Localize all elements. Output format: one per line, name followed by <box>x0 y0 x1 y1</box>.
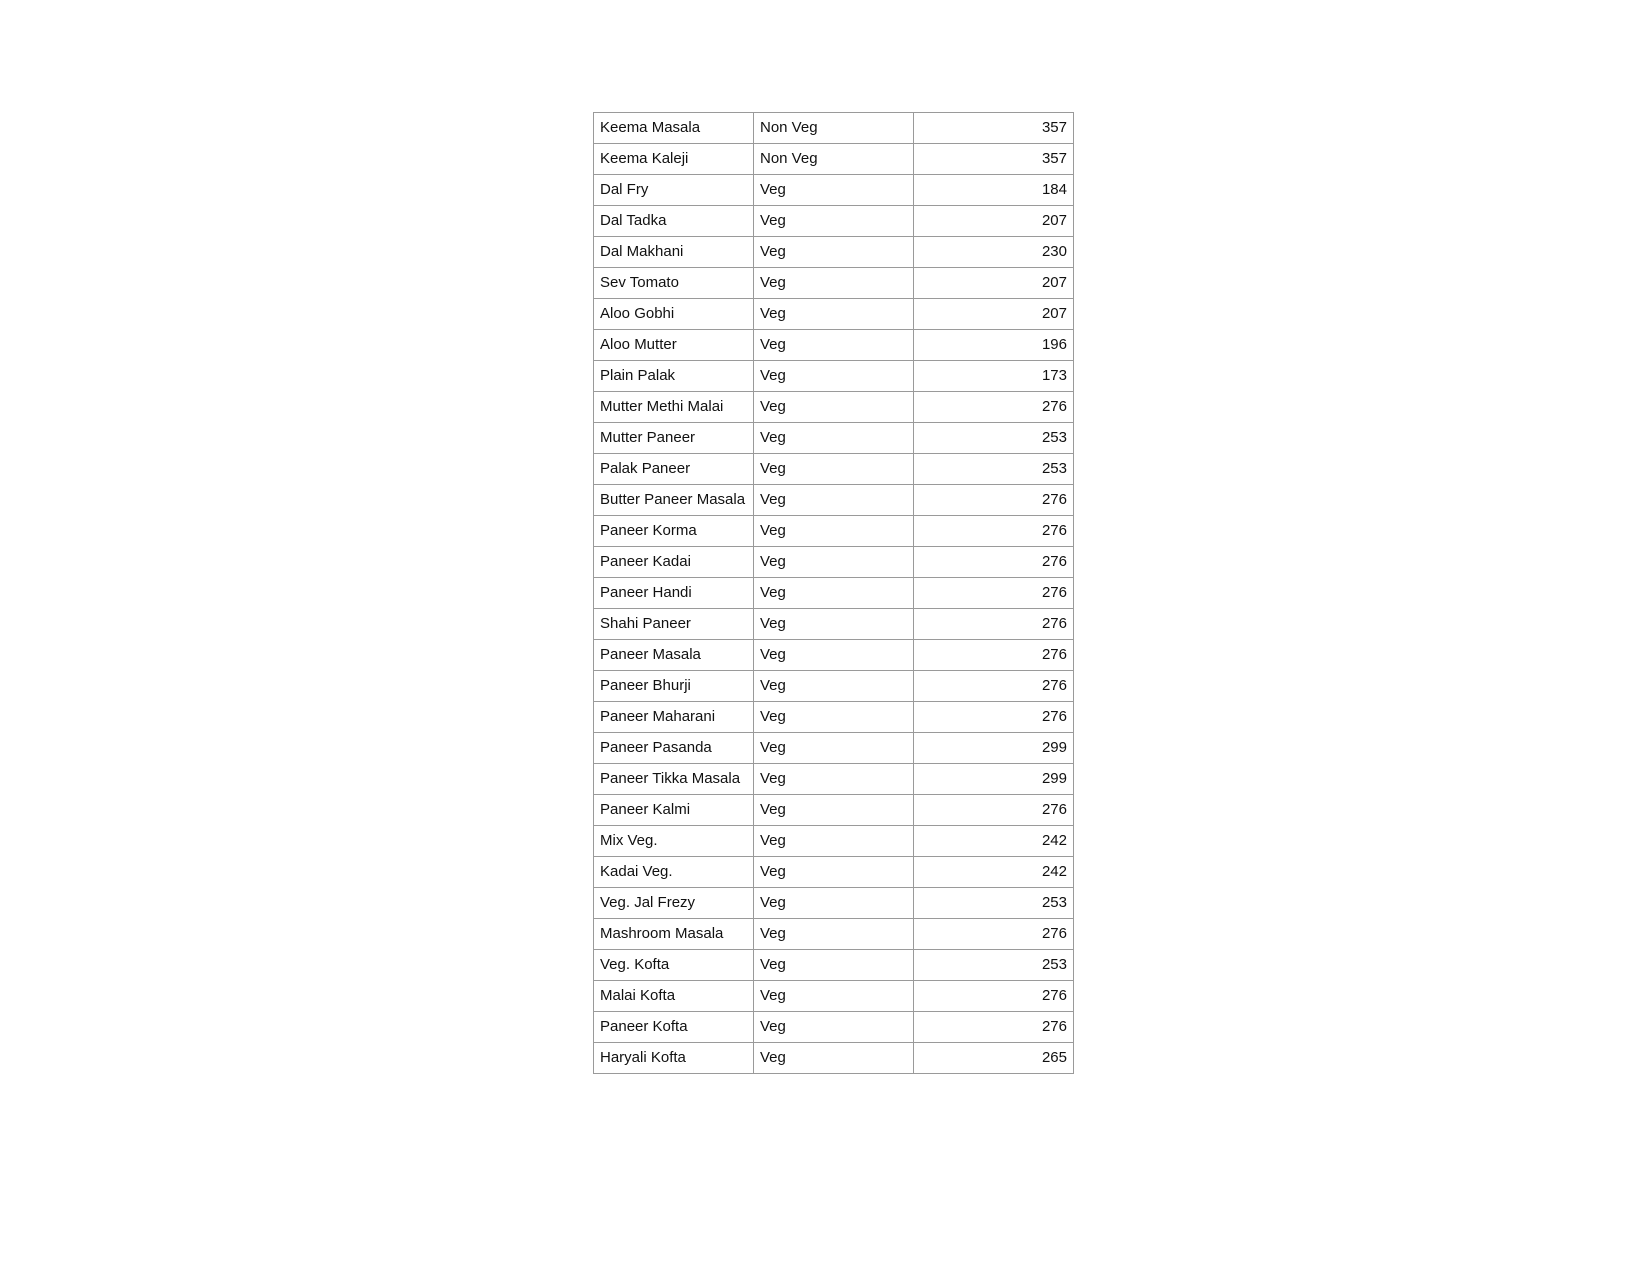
dish-name-cell: Shahi Paneer <box>594 609 754 640</box>
dish-price-cell: 276 <box>914 485 1074 516</box>
dish-name-cell: Plain Palak <box>594 361 754 392</box>
table-row <box>594 640 1074 671</box>
dish-name-cell: Paneer Masala <box>594 640 754 671</box>
table-row <box>594 113 1074 144</box>
table-row <box>594 547 1074 578</box>
dish-price-cell: 207 <box>914 299 1074 330</box>
dish-price-cell: 276 <box>914 671 1074 702</box>
dish-name-cell: Haryali Kofta <box>594 1043 754 1074</box>
dish-price-cell: 242 <box>914 857 1074 888</box>
dish-price-cell: 276 <box>914 981 1074 1012</box>
dish-name-cell: Mix Veg. <box>594 826 754 857</box>
table-row <box>594 175 1074 206</box>
table-row <box>594 361 1074 392</box>
table-row <box>594 702 1074 733</box>
menu-table-body <box>594 113 1074 1074</box>
table-row <box>594 423 1074 454</box>
dish-name-cell: Butter Paneer Masala <box>594 485 754 516</box>
table-row <box>594 454 1074 485</box>
dish-price-cell: 299 <box>914 733 1074 764</box>
table-row <box>594 144 1074 175</box>
dish-price-cell: 276 <box>914 516 1074 547</box>
dish-type-cell: Veg <box>754 857 914 888</box>
table-row <box>594 237 1074 268</box>
table-row <box>594 516 1074 547</box>
dish-type-cell: Veg <box>754 423 914 454</box>
dish-type-cell: Veg <box>754 640 914 671</box>
dish-price-cell: 265 <box>914 1043 1074 1074</box>
dish-price-cell: 242 <box>914 826 1074 857</box>
dish-price-cell: 207 <box>914 206 1074 237</box>
dish-price-cell: 276 <box>914 1012 1074 1043</box>
dish-type-cell: Veg <box>754 826 914 857</box>
dish-name-cell: Paneer Bhurji <box>594 671 754 702</box>
table-row <box>594 206 1074 237</box>
dish-price-cell: 253 <box>914 423 1074 454</box>
dish-type-cell: Veg <box>754 268 914 299</box>
dish-price-cell: 253 <box>914 454 1074 485</box>
dish-type-cell: Veg <box>754 919 914 950</box>
dish-name-cell: Paneer Handi <box>594 578 754 609</box>
dish-name-cell: Sev Tomato <box>594 268 754 299</box>
dish-type-cell: Non Veg <box>754 144 914 175</box>
dish-type-cell: Veg <box>754 237 914 268</box>
dish-name-cell: Mutter Paneer <box>594 423 754 454</box>
dish-price-cell: 299 <box>914 764 1074 795</box>
dish-type-cell: Veg <box>754 981 914 1012</box>
dish-type-cell: Veg <box>754 609 914 640</box>
table-row <box>594 578 1074 609</box>
table-row <box>594 671 1074 702</box>
menu-table <box>593 112 1074 1074</box>
dish-name-cell: Veg. Kofta <box>594 950 754 981</box>
dish-name-cell: Mutter Methi Malai <box>594 392 754 423</box>
table-row <box>594 950 1074 981</box>
dish-type-cell: Veg <box>754 578 914 609</box>
dish-name-cell: Dal Makhani <box>594 237 754 268</box>
dish-type-cell: Veg <box>754 764 914 795</box>
dish-type-cell: Veg <box>754 392 914 423</box>
dish-name-cell: Aloo Gobhi <box>594 299 754 330</box>
dish-type-cell: Veg <box>754 516 914 547</box>
dish-price-cell: 357 <box>914 113 1074 144</box>
table-row <box>594 485 1074 516</box>
dish-name-cell: Paneer Kalmi <box>594 795 754 826</box>
table-row <box>594 392 1074 423</box>
dish-name-cell: Paneer Pasanda <box>594 733 754 764</box>
dish-name-cell: Palak Paneer <box>594 454 754 485</box>
dish-type-cell: Veg <box>754 361 914 392</box>
table-row <box>594 888 1074 919</box>
dish-price-cell: 184 <box>914 175 1074 206</box>
dish-name-cell: Keema Masala <box>594 113 754 144</box>
dish-price-cell: 276 <box>914 578 1074 609</box>
table-row <box>594 919 1074 950</box>
dish-price-cell: 357 <box>914 144 1074 175</box>
table-row <box>594 1012 1074 1043</box>
dish-name-cell: Kadai Veg. <box>594 857 754 888</box>
dish-type-cell: Veg <box>754 795 914 826</box>
table-row <box>594 268 1074 299</box>
dish-type-cell: Non Veg <box>754 113 914 144</box>
table-row <box>594 764 1074 795</box>
dish-price-cell: 276 <box>914 392 1074 423</box>
table-row <box>594 733 1074 764</box>
dish-type-cell: Veg <box>754 454 914 485</box>
dish-price-cell: 207 <box>914 268 1074 299</box>
dish-type-cell: Veg <box>754 950 914 981</box>
dish-price-cell: 276 <box>914 795 1074 826</box>
dish-price-cell: 173 <box>914 361 1074 392</box>
dish-name-cell: Mashroom Masala <box>594 919 754 950</box>
dish-type-cell: Veg <box>754 547 914 578</box>
dish-type-cell: Veg <box>754 485 914 516</box>
dish-type-cell: Veg <box>754 888 914 919</box>
table-row <box>594 826 1074 857</box>
dish-name-cell: Malai Kofta <box>594 981 754 1012</box>
dish-price-cell: 230 <box>914 237 1074 268</box>
dish-price-cell: 196 <box>914 330 1074 361</box>
dish-type-cell: Veg <box>754 330 914 361</box>
table-row <box>594 981 1074 1012</box>
table-row <box>594 795 1074 826</box>
table-row <box>594 299 1074 330</box>
dish-price-cell: 253 <box>914 950 1074 981</box>
dish-type-cell: Veg <box>754 1012 914 1043</box>
dish-name-cell: Dal Tadka <box>594 206 754 237</box>
dish-name-cell: Paneer Kofta <box>594 1012 754 1043</box>
dish-type-cell: Veg <box>754 1043 914 1074</box>
dish-name-cell: Veg. Jal Frezy <box>594 888 754 919</box>
dish-name-cell: Paneer Maharani <box>594 702 754 733</box>
table-row <box>594 330 1074 361</box>
dish-type-cell: Veg <box>754 206 914 237</box>
dish-name-cell: Dal Fry <box>594 175 754 206</box>
dish-price-cell: 276 <box>914 702 1074 733</box>
dish-name-cell: Paneer Korma <box>594 516 754 547</box>
dish-name-cell: Keema Kaleji <box>594 144 754 175</box>
table-row <box>594 1043 1074 1074</box>
dish-price-cell: 276 <box>914 919 1074 950</box>
dish-type-cell: Veg <box>754 175 914 206</box>
dish-name-cell: Paneer Kadai <box>594 547 754 578</box>
dish-type-cell: Veg <box>754 702 914 733</box>
dish-name-cell: Aloo Mutter <box>594 330 754 361</box>
dish-type-cell: Veg <box>754 733 914 764</box>
dish-price-cell: 276 <box>914 609 1074 640</box>
table-row <box>594 609 1074 640</box>
dish-name-cell: Paneer Tikka Masala <box>594 764 754 795</box>
dish-type-cell: Veg <box>754 299 914 330</box>
dish-price-cell: 276 <box>914 547 1074 578</box>
dish-price-cell: 276 <box>914 640 1074 671</box>
table-row <box>594 857 1074 888</box>
dish-type-cell: Veg <box>754 671 914 702</box>
dish-price-cell: 253 <box>914 888 1074 919</box>
